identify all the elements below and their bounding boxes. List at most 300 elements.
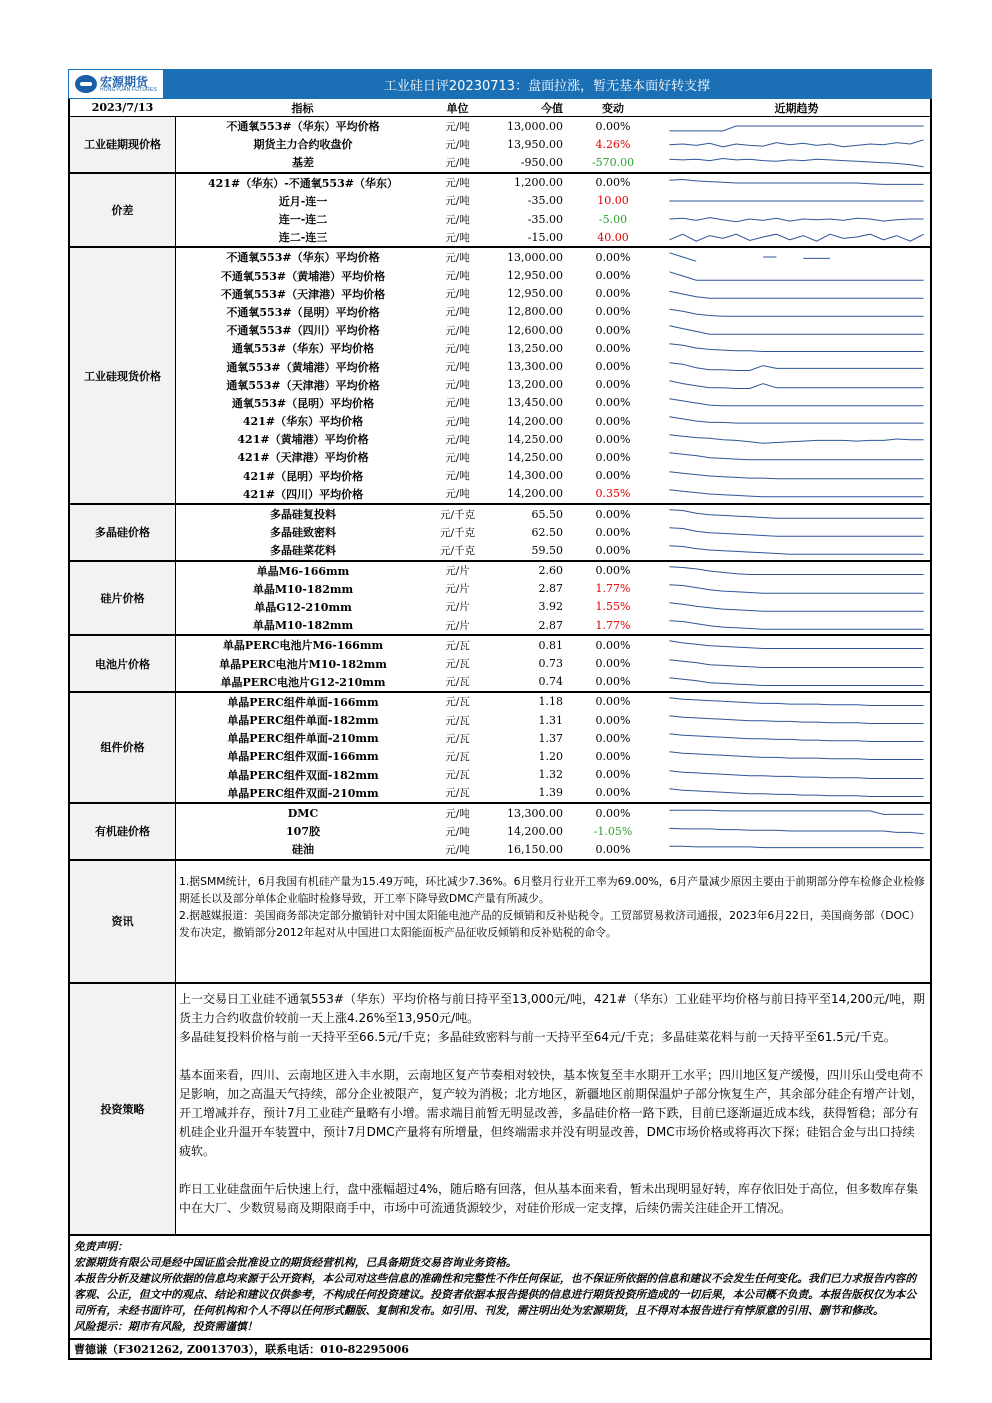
row-indicator: 基差: [292, 156, 314, 170]
row-trend: [663, 267, 930, 285]
disclaimer-line: 风险提示：期市有风险，投资需谨慎！: [74, 1319, 258, 1333]
row-unit: 元/瓦: [445, 714, 470, 727]
news-paragraph: 2.据越媒报道：美国商务部决定部分撤销针对中国太阳能电池产品的反倾销和反补贴税令。工贸部贸易救济司通报，2023年6月22日，美国商务部（DOC）发布决定，撤销部分2012年起对从中国进口太阳能面板产品征收反倾销和反补贴税的命令。: [179, 908, 921, 939]
column-indicator: 指标: [291, 101, 314, 115]
section-category: 工业硅现货价格: [70, 248, 176, 503]
row-unit: 元/瓦: [445, 696, 470, 709]
row-value: 3.92: [538, 600, 563, 614]
row-trend: [663, 598, 930, 616]
table-row: [176, 135, 930, 153]
row-trend: [663, 339, 930, 357]
row-unit: 元/吨: [445, 270, 470, 283]
trend-line: [669, 435, 923, 443]
row-trend: [663, 693, 930, 711]
price-section: [70, 802, 930, 859]
row-value: 13,300.00: [507, 806, 563, 820]
trend-line: [669, 399, 923, 406]
table-row: [176, 412, 930, 430]
trend-sparkline: [663, 448, 930, 466]
table-row: [176, 523, 930, 541]
strategy-paragraph: 上一交易日工业硅不通氧553#（华东）平均价格与前日持平至13,000元/吨，421#（华东）工业硅平均价格与前日持平至14,200元/吨，期货主力合约收盘价较前一天上涨4.26%至13,950元/吨。: [179, 991, 925, 1025]
price-section: [70, 560, 930, 635]
row-indicator: 多晶硅菜花料: [270, 544, 336, 558]
row-trend: [663, 210, 930, 228]
row-trend: [663, 153, 930, 171]
row-indicator: 单晶PERC电池片M6-166mm: [222, 639, 384, 653]
row-value: 13,450.00: [507, 396, 563, 410]
row-value: 2.87: [538, 582, 563, 596]
row-value: 65.50: [531, 507, 563, 521]
company-logo: [69, 70, 163, 98]
table-row: [176, 117, 930, 135]
row-unit: 元/吨: [445, 195, 470, 208]
row-trend: [663, 711, 930, 729]
row-indicator: 421#（黄埔港）平均价格: [237, 433, 369, 447]
trend-line: [669, 291, 923, 298]
row-trend: [663, 321, 930, 339]
trend-line: [669, 362, 923, 370]
row-indicator: 单晶PERC组件单面-210mm: [227, 732, 379, 746]
row-unit: 元/瓦: [445, 787, 470, 800]
trend-line: [669, 770, 923, 778]
trend-line: [669, 621, 923, 629]
trend-sparkline: [663, 562, 930, 580]
trend-sparkline: [663, 523, 930, 541]
row-value: -950.00: [520, 155, 563, 169]
row-trend: [663, 448, 930, 466]
row-value: 13,000.00: [507, 250, 563, 264]
row-change: 0.35%: [595, 487, 631, 501]
row-indicator: 单晶PERC电池片G12-210mm: [220, 675, 386, 689]
trend-line: [669, 566, 923, 574]
disclaimer-line: 宏源期货有限公司是经中国证监会批准设立的期货经营机构，已具备期货交易咨询业务资格。: [74, 1255, 517, 1269]
table-row: [176, 228, 930, 246]
row-value: 1.18: [538, 695, 563, 709]
row-indicator: 421#（天津港）平均价格: [237, 451, 369, 465]
trend-sparkline: [663, 541, 930, 559]
row-trend: [663, 562, 930, 580]
row-unit: 元/吨: [445, 470, 470, 483]
row-change: 0.00%: [595, 176, 631, 190]
row-unit: 元/吨: [445, 324, 470, 337]
row-indicator: 连二-连三: [278, 231, 328, 245]
row-indicator: 单晶PERC组件单面-182mm: [227, 714, 379, 728]
section-category: 组件价格: [70, 693, 176, 802]
row-trend: [663, 747, 930, 765]
trend-sparkline: [663, 192, 930, 210]
table-row: [176, 467, 930, 485]
trend-sparkline: [663, 711, 930, 729]
row-indicator: 通氧553#（昆明）平均价格: [231, 396, 375, 410]
row-unit: 元/千克: [439, 508, 476, 521]
row-indicator: 不通氧553#（四川）平均价格: [226, 324, 380, 338]
trend-line: [669, 344, 923, 352]
trend-line: [669, 140, 923, 147]
trend-sparkline: [663, 505, 930, 523]
row-unit: 元/片: [445, 601, 470, 614]
price-sections: [70, 117, 930, 859]
table-row: [176, 580, 930, 598]
trend-sparkline: [663, 766, 930, 784]
row-trend: [663, 505, 930, 523]
row-indicator: 连一-连二: [278, 213, 328, 227]
row-trend: [663, 117, 930, 135]
trend-line: [669, 271, 923, 279]
row-value: 62.50: [531, 525, 563, 539]
trend-sparkline: [663, 673, 930, 691]
trend-sparkline: [663, 804, 930, 822]
row-value: 12,600.00: [507, 323, 563, 337]
price-section: [70, 246, 930, 503]
table-row: [176, 840, 930, 858]
row-change: 0.00%: [595, 360, 631, 374]
row-change: 0.00%: [595, 731, 631, 745]
row-unit: 元/吨: [445, 451, 470, 464]
row-value: 13,000.00: [507, 119, 563, 133]
row-value: 13,950.00: [507, 137, 563, 151]
row-trend: [663, 840, 930, 858]
row-trend: [663, 673, 930, 691]
trend-line: [669, 698, 923, 706]
table-row: [176, 822, 930, 840]
trend-sparkline: [663, 729, 930, 747]
trend-sparkline: [663, 693, 930, 711]
trend-sparkline: [663, 784, 930, 802]
section-category: 有机硅价格: [70, 804, 176, 859]
strategy-paragraph: 多晶硅复投料价格与前一天持平至66.5元/千克；多晶硅致密料与前一天持平至64元/千克；多晶硅菜花料与前一天持平至61.5元/千克。: [179, 1029, 896, 1044]
logo-subtitle: HONGYUAN FUTURES: [99, 86, 158, 93]
row-change: -570.00: [591, 155, 635, 169]
row-unit: 元/瓦: [445, 676, 470, 689]
row-value: 2.87: [538, 618, 563, 632]
row-trend: [663, 430, 930, 448]
trend-line: [669, 453, 923, 460]
row-change: 0.00%: [595, 768, 631, 782]
trend-line: [669, 789, 923, 797]
row-change: 0.00%: [595, 269, 631, 283]
row-value: 2.60: [538, 564, 563, 578]
row-trend: [663, 285, 930, 303]
row-indicator: 不通氧553#（黄埔港）平均价格: [220, 269, 386, 283]
row-value: 0.81: [538, 638, 563, 652]
trend-line: [669, 234, 923, 241]
row-trend: [663, 248, 930, 266]
trend-sparkline: [663, 840, 930, 858]
report-table: [68, 99, 932, 1360]
logo-mark-icon: [75, 75, 97, 93]
report-sheet: [68, 69, 932, 1360]
row-indicator: 通氧553#（华东）平均价格: [231, 342, 375, 356]
table-row: [176, 339, 930, 357]
table-row: [176, 562, 930, 580]
trend-sparkline: [663, 303, 930, 321]
row-indicator: 多晶硅复投料: [270, 508, 336, 522]
table-row: [176, 616, 930, 634]
trend-sparkline: [663, 655, 930, 673]
row-indicator: 单晶M10-182mm: [252, 582, 354, 596]
row-value: 12,800.00: [507, 305, 563, 319]
row-change: 0.00%: [595, 507, 631, 521]
trend-line: [669, 309, 923, 316]
row-unit: 元/瓦: [445, 732, 470, 745]
row-change: 0.00%: [595, 432, 631, 446]
trend-sparkline: [663, 228, 930, 246]
row-trend: [663, 655, 930, 673]
table-row: [176, 267, 930, 285]
row-indicator: 单晶PERC组件双面-182mm: [227, 768, 379, 782]
row-unit: 元/吨: [445, 213, 470, 226]
row-unit: 元/吨: [445, 488, 470, 501]
trend-line: [669, 585, 923, 593]
table-row: [176, 448, 930, 466]
row-indicator: 不通氧553#（华东）平均价格: [226, 251, 380, 265]
row-indicator: 近月-连一: [278, 194, 328, 208]
row-trend: [663, 174, 930, 192]
strategy-section: [70, 982, 930, 1234]
column-value: 今值: [541, 101, 563, 115]
row-change: 0.00%: [595, 543, 631, 557]
row-trend: [663, 412, 930, 430]
trend-line: [669, 828, 923, 834]
row-unit: 元/吨: [445, 120, 470, 133]
trend-line: [669, 326, 923, 334]
row-trend: [663, 394, 930, 412]
row-unit: 元/千克: [439, 526, 476, 539]
table-row: [176, 711, 930, 729]
trend-line: [669, 752, 923, 760]
column-unit: 单位: [446, 101, 469, 115]
column-header-row: [70, 99, 930, 117]
row-unit: 元/片: [445, 619, 470, 632]
row-value: 1.37: [538, 731, 563, 745]
row-indicator: 通氧553#（天津港）平均价格: [226, 378, 380, 392]
trend-sparkline: [663, 321, 930, 339]
table-row: [176, 357, 930, 375]
section-category: 电池片价格: [70, 636, 176, 691]
row-unit: 元/片: [445, 565, 470, 578]
row-change: 0.00%: [595, 657, 631, 671]
trend-line: [669, 810, 923, 814]
row-unit: 元/吨: [445, 433, 470, 446]
row-trend: [663, 467, 930, 485]
trend-sparkline: [663, 430, 930, 448]
row-value: 1.32: [538, 768, 563, 782]
trend-sparkline: [663, 376, 930, 394]
row-trend: [663, 228, 930, 246]
row-change: 0.00%: [595, 414, 631, 428]
disclaimer: [70, 1234, 930, 1338]
row-unit: 元/片: [445, 583, 470, 596]
row-change: 0.00%: [595, 378, 631, 392]
row-trend: [663, 784, 930, 802]
trend-line: [669, 678, 923, 686]
row-indicator: 单晶PERC组件双面-166mm: [227, 750, 379, 764]
row-value: 0.74: [538, 675, 563, 689]
table-row: [176, 285, 930, 303]
trend-line: [669, 490, 923, 497]
row-value: 14,200.00: [507, 414, 563, 428]
row-change: 0.00%: [595, 525, 631, 539]
row-unit: 元/吨: [445, 342, 470, 355]
row-unit: 元/吨: [445, 843, 470, 856]
row-change: 0.00%: [595, 806, 631, 820]
row-unit: 元/吨: [445, 825, 470, 838]
trend-line: [669, 546, 923, 554]
trend-line: [669, 218, 923, 222]
trend-line: [669, 253, 696, 261]
price-section: [70, 117, 930, 172]
row-change: 0.00%: [595, 287, 631, 301]
row-unit: 元/瓦: [445, 639, 470, 652]
row-trend: [663, 616, 930, 634]
row-change: 0.00%: [595, 786, 631, 800]
row-unit: 元/吨: [445, 156, 470, 169]
trend-sparkline: [663, 822, 930, 840]
row-trend: [663, 523, 930, 541]
row-indicator: 421#（四川）平均价格: [242, 487, 364, 501]
column-change: 变动: [602, 101, 624, 115]
trend-line: [669, 716, 923, 724]
row-value: -35.00: [527, 194, 563, 208]
trend-sparkline: [663, 248, 930, 266]
row-value: 0.73: [538, 657, 563, 671]
row-unit: 元/吨: [445, 397, 470, 410]
row-change: 0.00%: [595, 842, 631, 856]
news-body: [176, 861, 930, 982]
row-indicator: 不通氧553#（天津港）平均价格: [220, 287, 386, 301]
table-row: [176, 636, 930, 654]
row-change: 0.00%: [595, 749, 631, 763]
row-trend: [663, 541, 930, 559]
row-unit: 元/吨: [445, 251, 470, 264]
row-value: 14,200.00: [507, 487, 563, 501]
trend-sparkline: [663, 485, 930, 503]
row-change: 1.77%: [595, 582, 631, 596]
row-unit: 元/吨: [445, 231, 470, 244]
trend-sparkline: [663, 747, 930, 765]
row-value: 16,150.00: [507, 842, 563, 856]
row-change: 1.55%: [595, 600, 631, 614]
table-row: [176, 673, 930, 691]
row-indicator: 单晶PERC组件双面-210mm: [227, 786, 379, 800]
table-row: [176, 654, 930, 672]
contact-info: 曹德谦（F3021262, Z0013703），联系电话：010-82295006: [70, 1338, 930, 1358]
trend-line: [669, 381, 923, 389]
disclaimer-line: 免责声明：: [74, 1239, 128, 1253]
row-value: 14,250.00: [507, 432, 563, 446]
row-value: 1.31: [538, 713, 563, 727]
section-category: 工业硅期现价格: [70, 117, 176, 172]
table-row: [176, 784, 930, 802]
price-section: [70, 172, 930, 247]
strategy-label: 投资策略: [70, 984, 176, 1234]
trend-sparkline: [663, 467, 930, 485]
row-change: 40.00: [597, 230, 629, 244]
row-trend: [663, 766, 930, 784]
trend-line: [669, 734, 923, 742]
row-trend: [663, 303, 930, 321]
row-trend: [663, 580, 930, 598]
row-trend: [663, 376, 930, 394]
strategy-body: [176, 984, 930, 1234]
row-unit: 元/吨: [445, 138, 470, 151]
row-value: 14,300.00: [507, 469, 563, 483]
table-row: [176, 174, 930, 192]
report-header: [68, 69, 932, 99]
trend-line: [669, 179, 923, 184]
row-change: 0.00%: [595, 119, 631, 133]
row-indicator: 单晶PERC电池片M10-182mm: [219, 657, 387, 671]
table-row: [176, 804, 930, 822]
news-section: [70, 859, 930, 982]
trend-sparkline: [663, 339, 930, 357]
trend-line: [669, 159, 923, 167]
row-value: -35.00: [527, 212, 563, 226]
trend-line: [669, 471, 923, 478]
row-indicator: 通氧553#（黄埔港）平均价格: [226, 360, 380, 374]
row-trend: [663, 485, 930, 503]
row-value: 14,200.00: [507, 824, 563, 838]
row-change: 0.00%: [595, 450, 631, 464]
row-unit: 元/吨: [445, 306, 470, 319]
row-indicator: 107胶: [286, 825, 320, 839]
price-section: [70, 634, 930, 691]
row-value: 1,200.00: [514, 176, 563, 190]
table-row: [176, 729, 930, 747]
table-row: [176, 693, 930, 711]
row-indicator: 单晶M6-166mm: [256, 564, 350, 578]
trend-line: [669, 641, 923, 649]
trend-sparkline: [663, 636, 930, 654]
trend-sparkline: [663, 394, 930, 412]
trend-sparkline: [663, 580, 930, 598]
strategy-paragraph: 昨日工业硅盘面午后快速上行，盘中涨幅超过4%，随后略有回落，但从基本面来看，暂未出现明显好转，库存依旧处于高位，但多数库存集中在大厂、少数贸易商及期限商手中，市场中可流通货源较少，对硅价形成一定支撑，后续仍需关注硅企开工情况。: [179, 1181, 919, 1215]
row-indicator: 硅油: [292, 843, 314, 857]
row-change: 0.00%: [595, 469, 631, 483]
row-indicator: 不通氧553#（昆明）平均价格: [226, 305, 380, 319]
report-title: 工业硅日评20230713：盘面拉涨，暂无基本面好转支撑: [383, 78, 711, 94]
section-category: 多晶硅价格: [70, 505, 176, 560]
row-change: 0.00%: [595, 250, 631, 264]
table-row: [176, 598, 930, 616]
row-trend: [663, 822, 930, 840]
row-value: 14,250.00: [507, 450, 563, 464]
table-row: [176, 505, 930, 523]
table-row: [176, 541, 930, 559]
trend-sparkline: [663, 358, 930, 376]
column-trend: 近期趋势: [774, 101, 819, 115]
row-unit: 元/吨: [445, 807, 470, 820]
disclaimer-line: 本报告分析及建议所依据的信息均来源于公开资料，本公司对这些信息的准确性和完整性不作任何保证，也不保证所依据的信息和建议不会发生任何变化。我们已力求报告内容的客观、公正，但文中的观点、结论和建议仅供参考，不构成任何投资建议。投资者依据本报告提供的信息进行期货投资所造成的一切后果，本公司概不负责。本报告版权仅为本公司所有，未经书面许可，任何机构和个人不得以任何形式翻版、复制和发布。如引用、刊发，需注明出处为宏源期货，且不得对本报告进行有悖原意的引用、删节和修改。: [74, 1271, 917, 1317]
table-row: [176, 766, 930, 784]
row-value: 13,300.00: [507, 360, 563, 374]
row-indicator: 单晶G12-210mm: [254, 600, 352, 614]
news-paragraph: 1.据SMM统计，6月我国有机硅产量为15.49万吨，环比减少7.36%。6月整月行业开工率为69.00%，6月产量减少原因主要由于前期部分停车检修企业检修期延长以及部分单体企业临时检修导致，开工率下降导致DMC产量有所减少。: [179, 874, 925, 905]
row-unit: 元/千克: [439, 544, 476, 557]
row-value: 12,950.00: [507, 269, 563, 283]
trend-sparkline: [663, 174, 930, 192]
trend-sparkline: [663, 117, 930, 135]
row-change: 0.00%: [595, 695, 631, 709]
row-value: 1.20: [538, 749, 563, 763]
trend-sparkline: [663, 267, 930, 285]
row-unit: 元/吨: [445, 177, 470, 190]
row-indicator: 421#（华东）平均价格: [242, 415, 364, 429]
trend-sparkline: [663, 616, 930, 634]
row-change: -1.05%: [593, 824, 633, 838]
trend-line: [669, 528, 923, 536]
row-indicator: 421#（华东）-不通氧553#（华东）: [208, 176, 398, 190]
